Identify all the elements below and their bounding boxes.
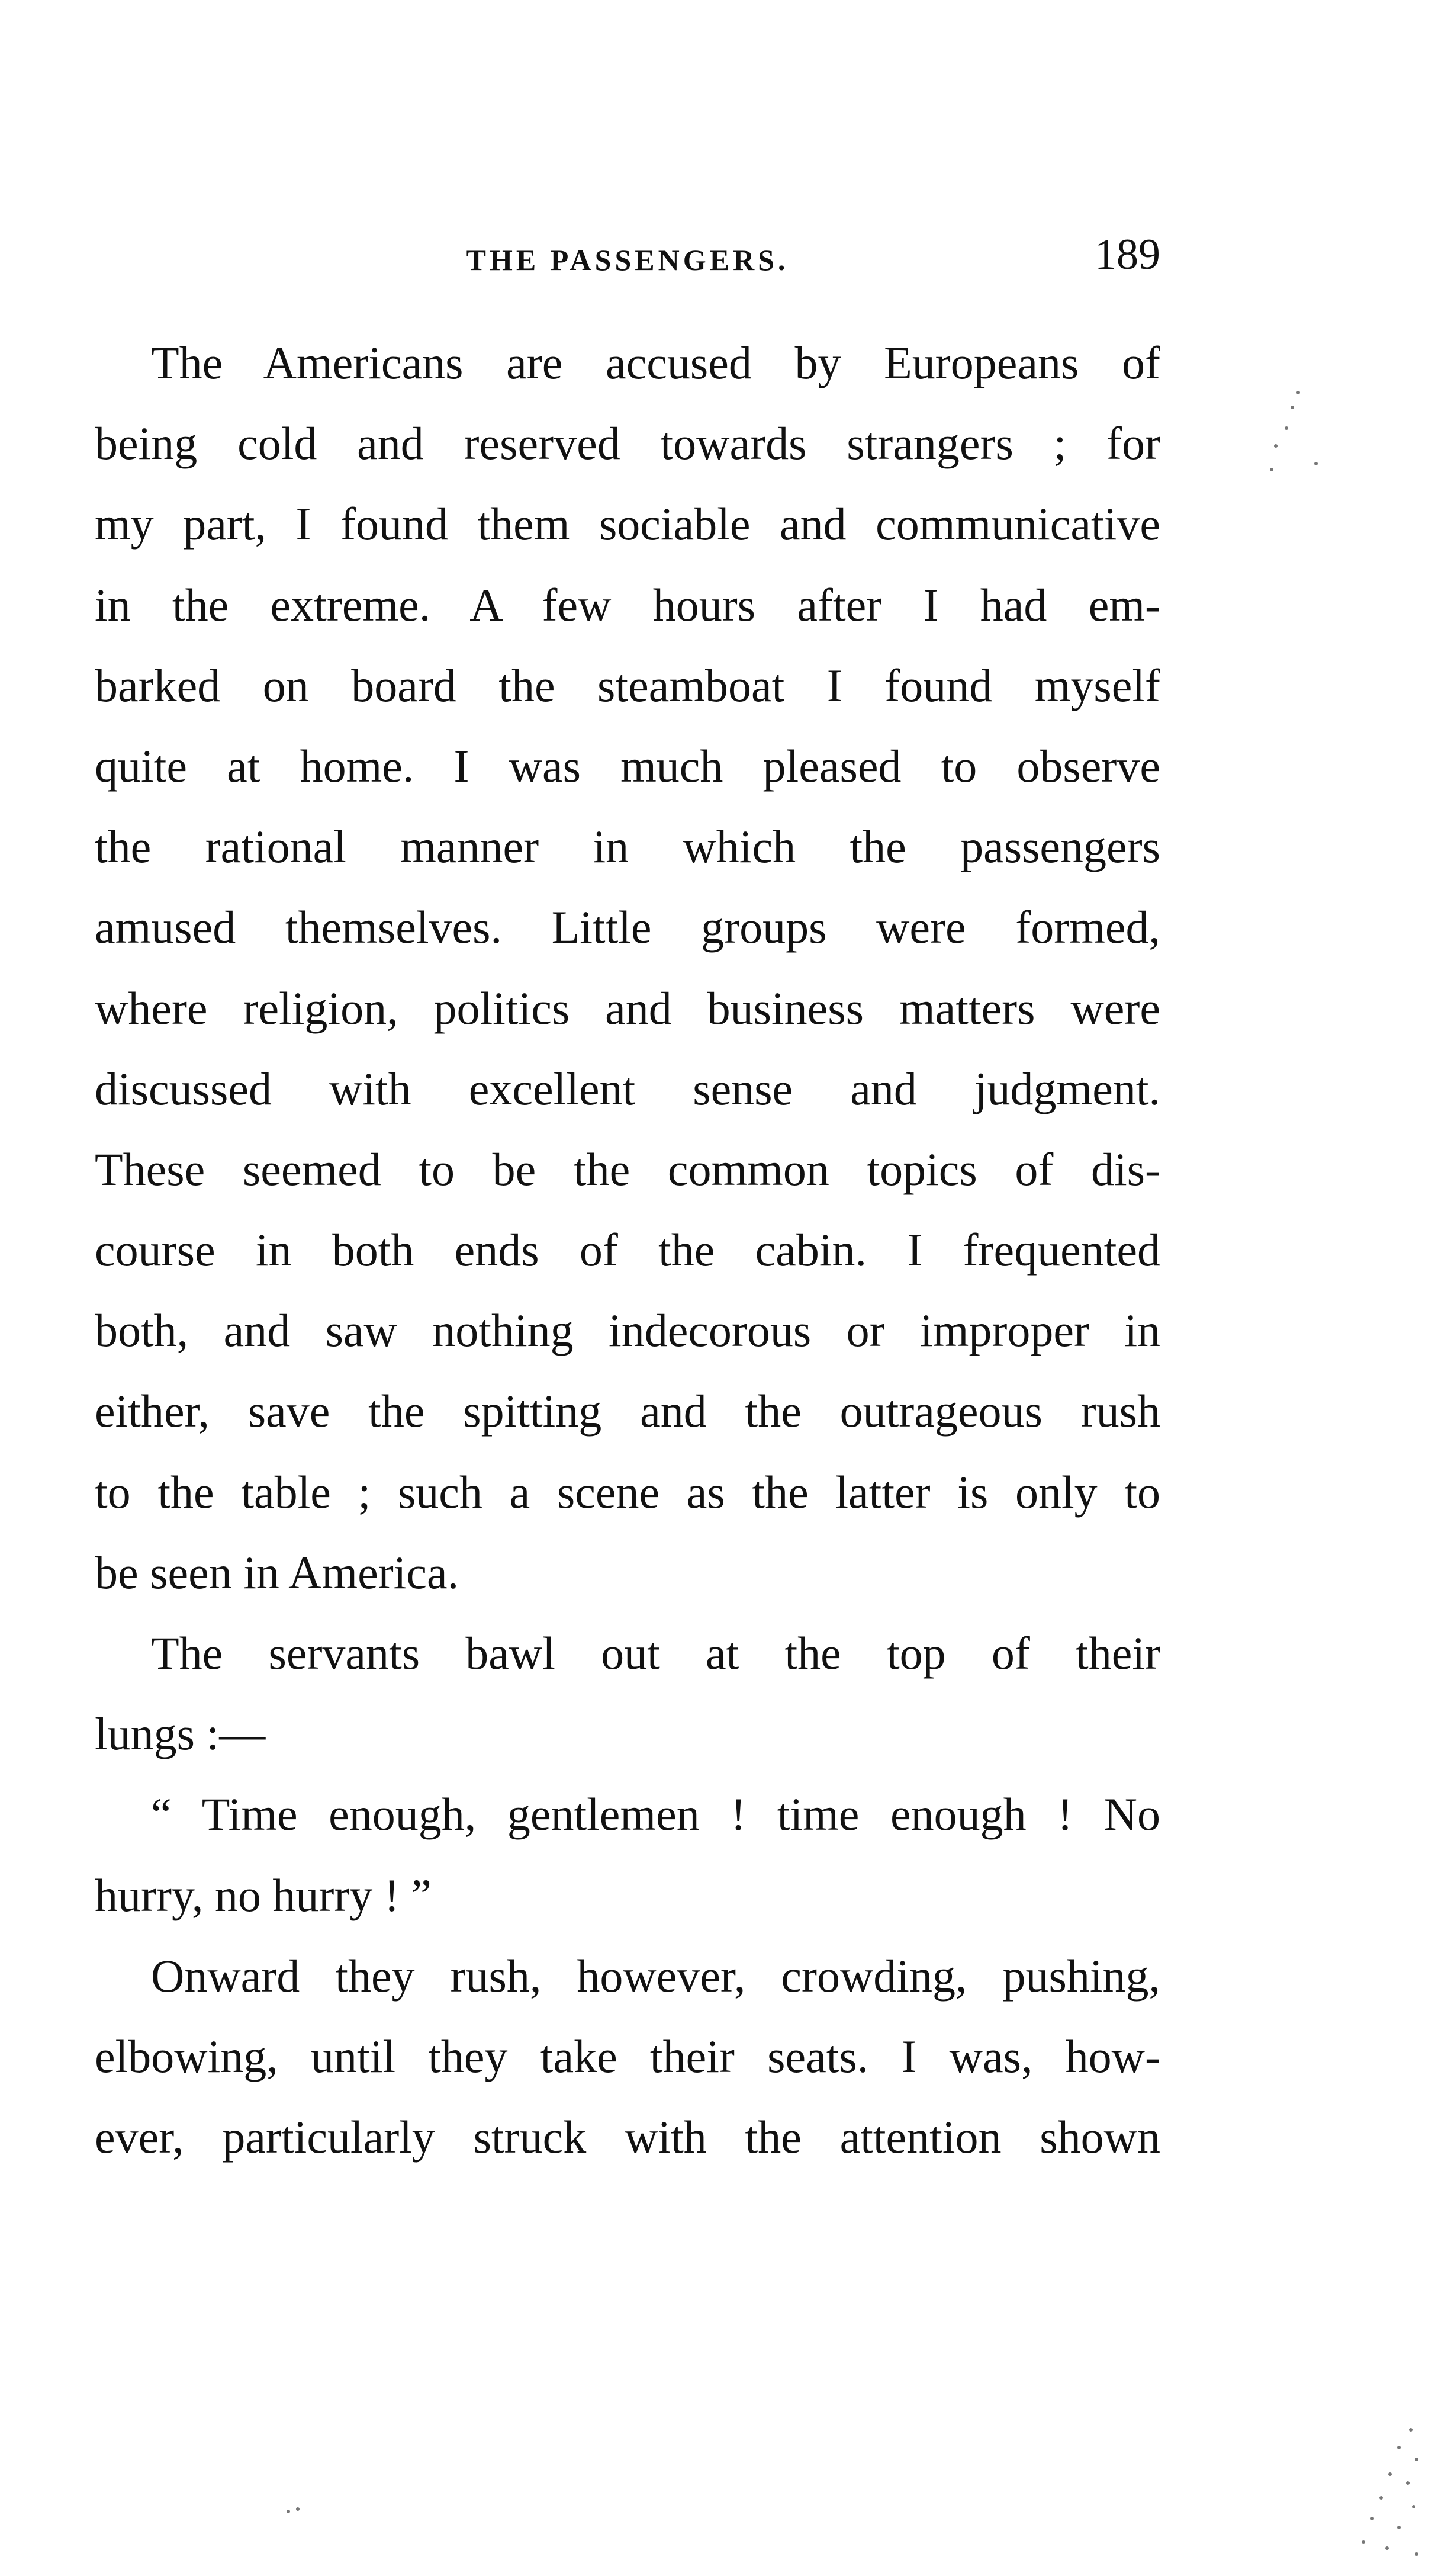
text-line: my part, I found them sociable and communicative	[95, 498, 1160, 550]
text-line: The servants bawl out at the top of their	[151, 1627, 1160, 1679]
scan-speckle	[1356, 2422, 1427, 2564]
text-line: elbowing, until they take their seats. I was, how-	[95, 2030, 1160, 2082]
scan-speckle	[1267, 379, 1320, 480]
text-line: where religion, politics and business matters were	[95, 982, 1160, 1034]
text-line: amused themselves. Little groups were formed,	[95, 901, 1160, 953]
text-line: in the extreme. A few hours after I had em-	[95, 579, 1160, 631]
text-line: These seemed to be the common topics of dis-	[95, 1143, 1160, 1195]
text-line: Onward they rush, however, crowding, pushing,	[151, 1949, 1160, 2002]
text-line: be seen in America.	[95, 1546, 459, 1598]
text-line: both, and saw nothing indecorous or improper in	[95, 1305, 1160, 1357]
scan-speckle	[284, 2505, 308, 2517]
text-line: “ Time enough, gentlemen ! time enough ! No	[151, 1788, 1160, 1841]
text-line: hurry, no hurry ! ”	[95, 1869, 432, 1921]
text-line: barked on board the steamboat I found myself	[95, 659, 1160, 711]
page-number: 189	[1095, 230, 1160, 279]
text-line: being cold and reserved towards strangers ; for	[95, 417, 1160, 470]
running-head	[95, 230, 1160, 283]
text-line: to the table ; such a scene as the latter is only to	[95, 1466, 1160, 1518]
text-line: either, save the spitting and the outrageous rush	[95, 1385, 1160, 1437]
text-line: quite at home. I was much pleased to observe	[95, 740, 1160, 792]
text-line: discussed with excellent sense and judgment.	[95, 1062, 1160, 1114]
body-text	[95, 323, 1160, 2177]
text-line: the rational manner in which the passengers	[95, 821, 1160, 873]
running-head-title: THE PASSENGERS.	[466, 243, 789, 277]
text-line: course in both ends of the cabin. I frequented	[95, 1224, 1160, 1276]
text-line: lungs :—	[95, 1708, 266, 1760]
text-line: The Americans are accused by Europeans of	[151, 337, 1160, 388]
text-line: ever, particularly struck with the attention shown	[95, 2111, 1160, 2163]
